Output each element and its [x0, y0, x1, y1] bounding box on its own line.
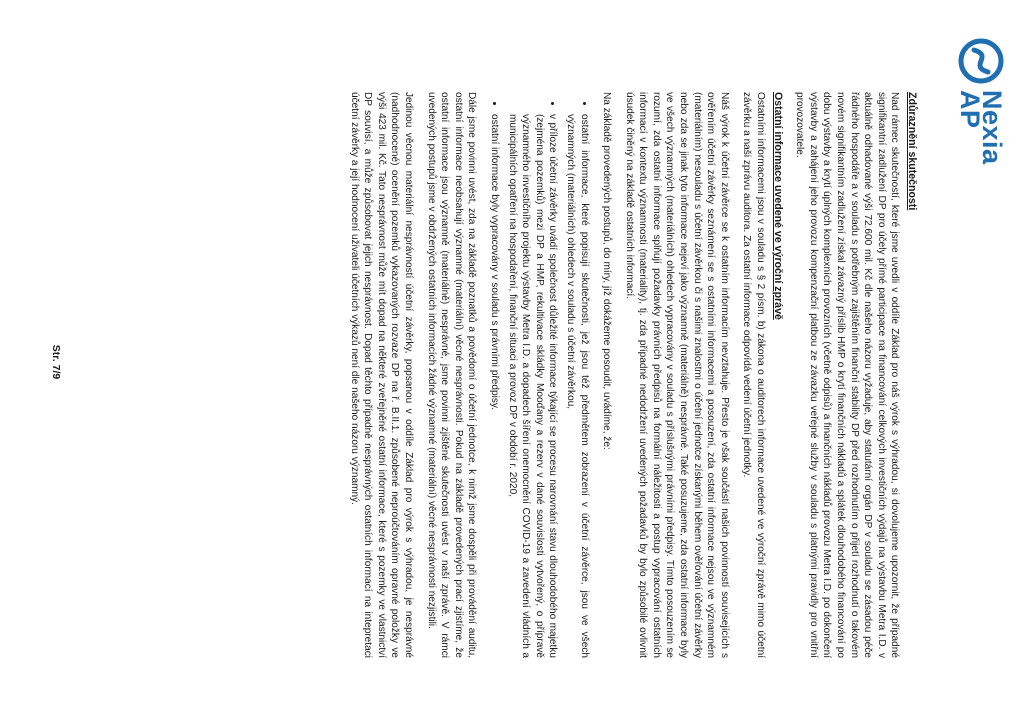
emphasis-paragraph: Nad rámec skutečností, které jsme uvedli v oddíle Základ pro náš výrok s výhradou, si dovolujeme upozornit, že případné signifikantní zadlužení DP pro účely přímé participace na financování celkových investičních výdajů na výstavbu Metra I.D. v aktuálně odhadované výši 72.600 mil. Kč dle našeho názoru vyžaduje, aby statutární orgán DP v souladu se zásadou péče řádného hospodáře a v souladu s potřebným zajištěním finanční stability DP před rozhodnutím o přijetí rozhodnutí o takovém novém signifikantním zadlužení získal závazný příslib HMP o krytí finančních nákladů a splátek dlouhodobého financování po dobu výstavby a krytí úplných komplexních provozních (včetně odpisů) a finančních nákladů provozu Metra I.D. po dokončení výstavby a zahájení jeho provozu kompenzační platbou ze závazku veřejné služby v souladu s platnými pravidly pro vnitřní provozovatele. — [794, 92, 901, 658]
finding-item-2: • v příloze účetní závěrky uvádí společnost důležité informace týkající se procesu narovnání stavu dlouhodobého majetku (zejména pozemků) mezi DP a HMP, rekultivace skládky Mooďany a rezerv v dané souvislosti vytvořený, o přípravě významného investičního projektu výstavby Metra I.D. a dopadech šíření onemocnění COVID-19 a zavedení vládních a municipálních opatření na hospodaření, finanční situaci a provoz DP v období r. 2020, — [505, 114, 559, 658]
other-info-paragraph-1: Ostatními informacemi jsou v souladu s § 2 písm. b) zákona o auditorech informace uvedené ve výroční zprávě mimo účetní závěrku a naši zprávu auditora. Za ostatní informace odpovídá vedení účetní jednotky. — [741, 92, 767, 658]
nexia-logo — [955, 38, 1007, 165]
section-title-other-info: Ostatní informace uvedené ve výroční zprávě — [771, 92, 784, 320]
other-info-paragraph-2: Náš výrok k účetní závěrce se k ostatním informacím nevztahuje. Přesto je však součástí našich povinností souvisejících s ověřením účetní závěrky seznámení se s ostatními informacemi a posouzení, zda ostatní informace nejsou ve významném (materiálním) nesouladu s účetní závěrkou či s našimi znalostmi o účetní jednotce získanými během ověřování účetní závěrky nebo zda se jinak tyto informace nejeví jako významně (materiálně) nesprávné. Také posuzujeme, zda ostatní informace byly ve všech významných (materiálních) ohledech vypracovány v souladu s příslušnými právními předpisy. Tímto posouzením se rozumí, zda ostatní informace splňují požadavky právních předpisů na formální náležitosti a postup vypracování ostatních informací v kontextu významnosti (materiality), tj. zda případné nedodržení uvedených požadavků by bylo způsobilé ovlivnit úsudek činěný na základě ostatních informací. — [623, 92, 730, 658]
finding-item-1: • ostatní informace, které popisují skutečnosti, jež jsou též předmětem zobrazení v účetní závěrce, jsou ve všech významných (materiálních) ohledech v souladu s účetní závěrkou, — [563, 114, 590, 658]
other-info-paragraph-5: Jedinou věcnou materiální nesprávností účetní závěrky, popsanou v oddíle Základ pro výrok s výhradou, je nesprávné (nadhodnocené) ocenění pozemků vykazovaných rozvaze DP na ř. B.II.1. způsobené neproúčtováním opravné položky ve výši 423 mil. Kč. Tato nesprávnost může mít dopad na některé zveřejněné ostatní informace, které s pozemky ve vlastnictví DP souvisí, a může způsobovat jejich nesprávnost. Dopad těchto případně nesprávných ostatních informací na intepretaci účetní závěrky a její hodnocení uživateli účetních výkazů není dle našeho názoru významný. — [348, 92, 414, 658]
findings-list — [487, 92, 590, 658]
section-other-info — [347, 92, 784, 658]
logo-line-1: Nexia — [977, 90, 1007, 165]
other-info-paragraph-4: Dále jsme povinni uvést, zda na základě poznatků a povědomí o účetní jednotce, k nimž jsme dospěli při provádění auditu, ostatní informace neobsahují významné (materiální) věcné nesprávnosti. Pokud na základě provedených prací zjistíme, že ostatní informace jsou významně (materiálně) nesprávné, jsme povinni zjištěné skutečnosti uvést v naší zprávě. V rámci uvedených postupů jsme v obdržených ostatních informacích žádné významné (materiální) věcné nesprávnosti nezjistili. — [425, 92, 478, 658]
logo-wordmark — [955, 90, 1007, 165]
page-number: Str. 7/9 — [50, 344, 62, 380]
report-body — [338, 92, 918, 658]
finding-item-3: • ostatní informace byly vypracovány v souladu s právními předpisy. — [487, 114, 501, 658]
other-info-paragraph-3: Na základě provedených postupů, do míry, jíž dokážeme posoudit, uvádíme, že: — [601, 92, 613, 450]
nexia-logo-icon — [958, 38, 1004, 84]
section-title-emphasis: Zdůraznění skutečnosti — [906, 92, 918, 211]
logo-line-2: AP — [955, 90, 985, 129]
